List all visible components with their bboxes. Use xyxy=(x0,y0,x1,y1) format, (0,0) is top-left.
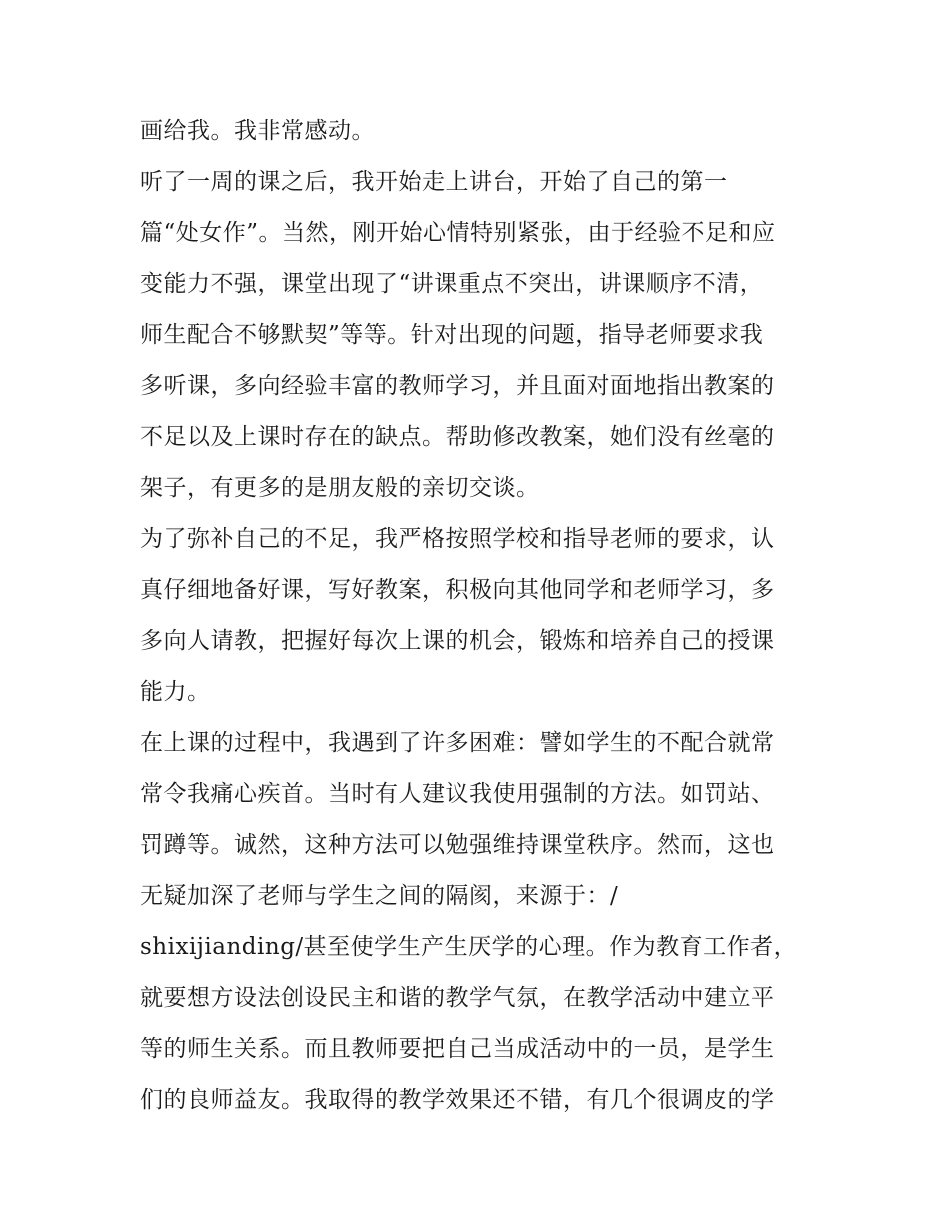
text-line: 篇“处女作”。当然，刚开始心情特别紧张，由于经验不足和应 xyxy=(140,220,776,246)
text-line: 常令我痛心疾首。当时有人建议我使用强制的方法。如罚站、 xyxy=(140,781,775,807)
text-line: 画给我。我非常感动。 xyxy=(140,118,375,144)
text-line: 就要想方设法创设民主和谐的教学气氛，在教学活动中建立平 xyxy=(140,985,775,1011)
text-line: 多向人请教，把握好每次上课的机会，锻炼和培养自己的授课 xyxy=(140,628,775,654)
text-line: 架子，有更多的是朋友般的亲切交谈。 xyxy=(140,475,540,501)
text-line: shixijianding/甚至使学生产生厌学的心理。作为教育工作者， xyxy=(140,934,798,960)
text-line: 变能力不强，课堂出现了“讲课重点不突出，讲课顺序不清， xyxy=(140,271,764,297)
text-line: 多听课，多向经验丰富的教师学习，并且面对面地指出教案的 xyxy=(140,373,775,399)
text-line: 师生配合不够默契”等等。针对出现的问题，指导老师要求我 xyxy=(140,322,764,348)
text-line: 们的良师益友。我取得的教学效果还不错，有几个很调皮的学 xyxy=(140,1087,775,1113)
text-line: 在上课的过程中，我遇到了许多困难：譬如学生的不配合就常 xyxy=(140,730,775,756)
text-line: 听了一周的课之后，我开始走上讲台，开始了自己的第一 xyxy=(140,169,728,195)
text-line: 能力。 xyxy=(140,679,211,705)
text-line: 无疑加深了老师与学生之间的隔阂，来源于：/ xyxy=(140,883,619,909)
text-line: 罚蹲等。诚然，这种方法可以勉强维持课堂秩序。然而，这也 xyxy=(140,832,775,858)
body-text xyxy=(140,106,820,1126)
text-line: 等的师生关系。而且教师要把自己当成活动中的一员，是学生 xyxy=(140,1036,775,1062)
text-line: 不足以及上课时存在的缺点。帮助修改教案，她们没有丝毫的 xyxy=(140,424,775,450)
text-line: 真仔细地备好课，写好教案，积极向其他同学和老师学习，多 xyxy=(140,577,775,603)
text-line: 为了弥补自己的不足，我严格按照学校和指导老师的要求，认 xyxy=(140,526,775,552)
